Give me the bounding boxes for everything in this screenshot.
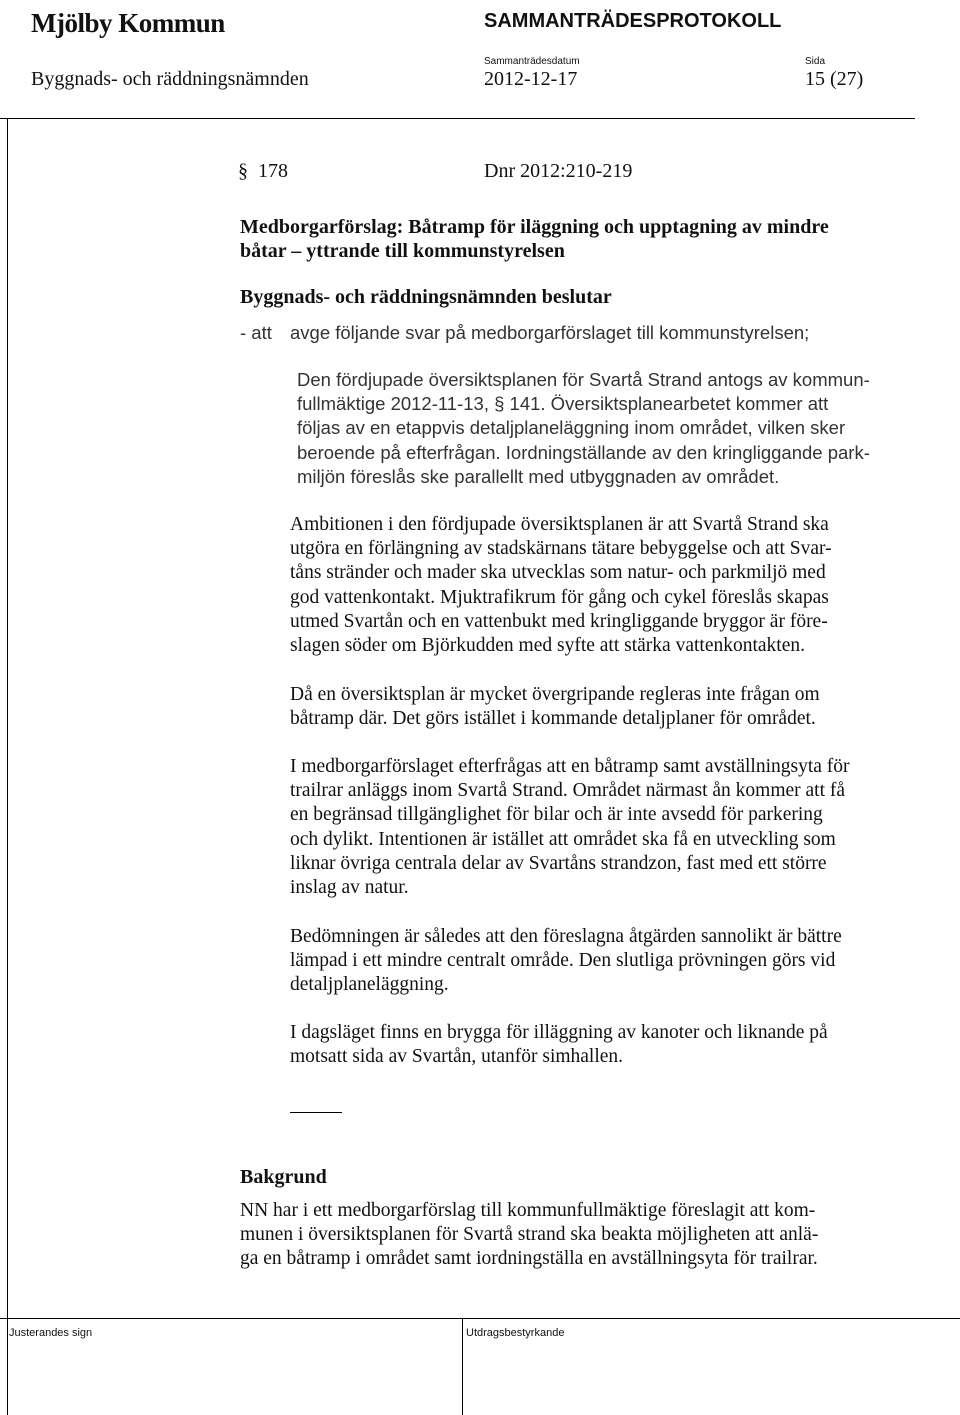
body-line: Ambitionen i den fördjupade översiktsplanen är att Svartå Strand ska [290,514,829,535]
background-line: munen i översiktsplanen för Svartå strand ska beakta möjligheten att anlä- [240,1224,819,1246]
item-number: 178 [258,160,288,182]
utdragsbestyrkande-label: Utdragsbestyrkande [466,1327,565,1339]
body-line: utgöra en förlängning av stadskärnans tätare bebyggelse och att Svar- [290,538,832,560]
page-label: Sida [805,56,826,67]
body-line: motsatt sida av Svartån, utanför simhallen. [290,1046,624,1068]
body-line: och dylikt. Intentionen är istället att området ska få en utveckling som [290,828,836,850]
body-line: liknar övriga centrala delar av Svartåns strandzon, fast med ett större [290,852,827,874]
body-line: lämpad i ett mindre centralt område. Den slutliga prövningen görs vid [290,950,836,972]
background-text [240,1199,818,1272]
body-paragraph-5 [290,1021,828,1069]
decision-heading: Byggnads- och räddningsnämnden beslutar [240,286,612,308]
header-divider [0,118,915,119]
body-line: utmed Svartån och en vattenbukt med kringliggande bryggor är före- [290,610,828,632]
att-text: avge följande svar på medborgarförslaget till kommunstyrelsen; [290,322,810,343]
document-type: SAMMANTRÄDESPROTOKOLL [484,10,782,32]
decision-quote [297,368,870,489]
title-line: Medborgarförslag: Båtramp för iläggning och upptagning av mindre [240,216,829,238]
quote-line: Den fördjupade översiktsplanen för Svartå Strand antogs av kommun- [297,369,870,390]
board-name: Byggnads- och räddningsnämnden [31,68,309,90]
body-line: båtramp där. Det görs istället i kommande detaljplaner för området. [290,708,816,730]
body-line: Bedömningen är således att den föreslagna åtgärden sannolikt är bättre [290,926,842,947]
footer-divider [0,1318,960,1319]
body-paragraph-1 [290,513,832,658]
body-line: trailrar anläggs inom Svartå Strand. Området närmast ån kommer att få [290,780,846,802]
section-separator [290,1112,342,1113]
body-line: god vattenkontakt. Mjuktrafikrum för gång och cykel föreslås skapas [290,586,829,608]
justerandes-sign-label: Justerandes sign [9,1327,93,1339]
municipality-name: Mjölby Kommun [31,8,225,38]
body-line: tåns stränder och mader ska utvecklas som natur- och parkmiljö med [290,562,826,584]
att-label: - att [240,322,272,343]
quote-line: fullmäktige 2012-11-13, § 141. Översiktsplanearbetet kommer att [297,393,829,415]
page-number: 15 (27) [805,68,864,90]
footer-column-divider [462,1318,463,1415]
body-paragraph-4 [290,925,842,998]
diary-number: Dnr 2012:210-219 [484,160,633,182]
margin-divider [7,118,8,1415]
body-line: inslag av natur. [290,877,409,899]
background-heading: Bakgrund [240,1166,327,1188]
title-line: båtar – yttrande till kommunstyrelsen [240,240,565,262]
background-line: ga en båtramp i området samt iordningställa en avställningsyta för trailrar. [240,1248,818,1270]
quote-line: beroende på efterfrågan. Iordningställande av den kringliggande park- [297,441,870,463]
body-line: Då en översiktsplan är mycket övergripande regleras inte frågan om [290,684,820,705]
body-line: en begränsad tillgänglighet för bilar och är inte avsedd för parkering [290,804,823,826]
body-line: I dagsläget finns en brygga för illäggning av kanoter och liknande på [290,1022,828,1043]
background-line: NN har i ett medborgarförslag till kommunfullmäktige föreslagit att kom- [240,1200,816,1221]
quote-line: miljön föreslås ske parallellt med utbyggnaden av området. [297,465,780,487]
quote-line: följas av en etappvis detaljplaneläggning inom området, vilken sker [297,417,846,439]
item-title [240,215,829,263]
date-label: Sammanträdesdatum [484,56,580,67]
body-line: I medborgarförslaget efterfrågas att en båtramp samt avställningsyta för [290,756,850,777]
meeting-date: 2012-12-17 [484,68,578,90]
body-paragraph-3 [290,755,850,900]
paragraph-mark: § [238,160,248,182]
body-line: slagen söder om Björkudden med syfte att stärka vattenkontakten. [290,635,805,657]
body-line: detaljplaneläggning. [290,974,449,996]
body-paragraph-2 [290,683,820,731]
